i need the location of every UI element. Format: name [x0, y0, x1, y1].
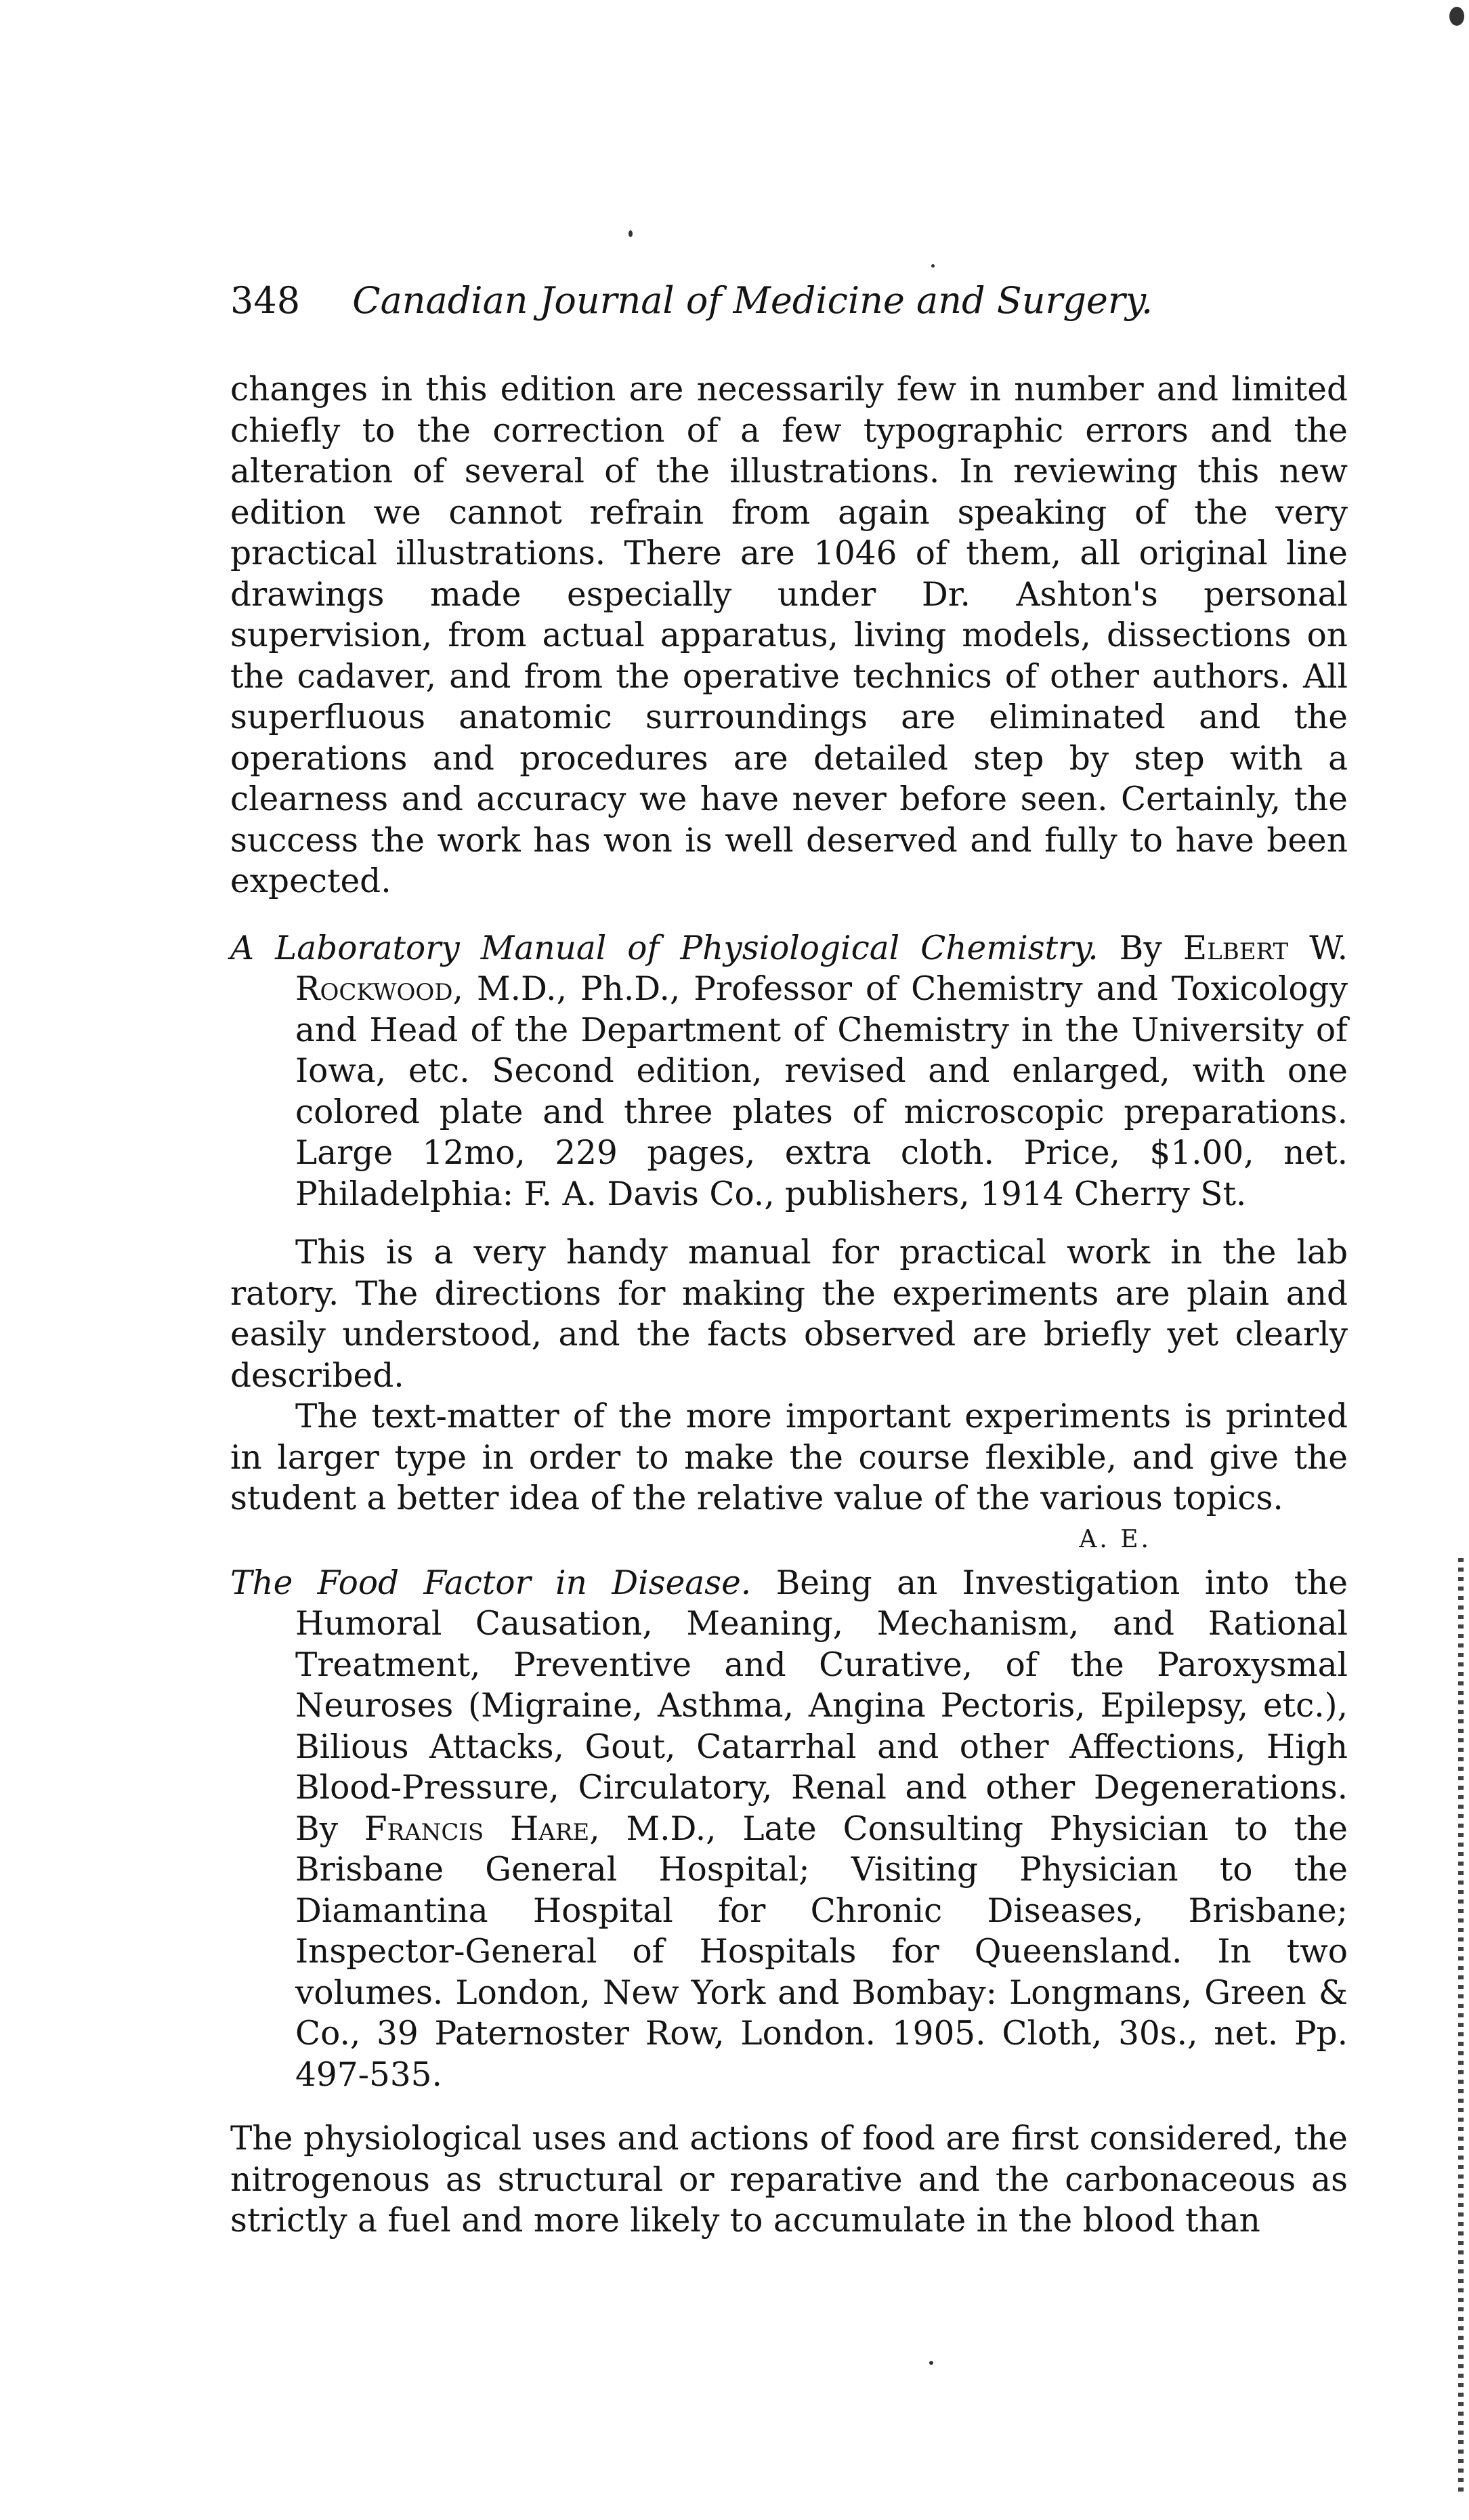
review-1-paragraph-1: This is a very handy manual for practical work in the lab ratory. The directions for making the experiments are plain and easily understood, and the facts observed are briefly yet clearly described. [230, 1234, 1348, 1395]
review-1-initials: A. E. [1079, 1525, 1151, 1553]
scan-speck [629, 230, 633, 237]
review-2-details-before-author: Being an Investigation into the Humoral Causation, Meaning, Mechanism, and Rational Treatment, Preventive and Curative, of the Paroxysmal Neuroses (Migraine, Asthma, Angina Pectoris, Epilepsy, etc.), Bilious Attacks, Gout, Catarrhal and other Affections, High Blood-Pressure, Circulatory, Renal and other Degenerations. By [295, 1563, 1348, 1848]
review-1-by: By [1119, 929, 1162, 967]
scan-speck [1449, 7, 1464, 26]
review-1-author: Elbert W. Rockwood, [295, 929, 1348, 1008]
document-page [230, 0, 1348, 2520]
scan-speck [929, 2361, 933, 2365]
scan-speck [931, 264, 935, 268]
page-number: 348 [230, 279, 301, 322]
review-2-book-title: The Food Factor in Disease. [230, 1563, 752, 1602]
review-2-author: Francis Hare, [364, 1809, 600, 1848]
review-1-details: M.D., Ph.D., Professor of Chemistry and Toxicology and Head of the Department of Chemistry in the University of Iowa, etc. Second edition, revised and enlarged, with one colored plate and three plates of microscopic preparations. Large 12mo, 229 pages, extra cloth. Price, $1.00, net. Philadelphia: F. A. Davis Co., publishers, 1914 Cherry St. [295, 970, 1348, 1213]
intro-paragraph: changes in this edition are necessarily few in number and limited chiefly to the correction of a few typographic errors and the alteration of several of the illustrations. In reviewing this new edition we cannot refrain from again speaking of the very practical illustrations. There are 1046 of them, all original line drawings made especially under Dr. Ashton's personal supervision, from actual apparatus, living models, dissections on the cadaver, and from the operative technics of other authors. All superfluous anatomic surroundings are eliminated and the operations and procedures are detailed step by step with a clearness and accuracy we have never before seen. Certainly, the success the work has won is well deserved and fully to have been expected. [230, 371, 1348, 900]
review-2-heading [230, 1563, 1348, 2096]
review-1-heading [230, 928, 1348, 1215]
review-2-paragraph: The physiological uses and actions of food are first considered, the nitrogenous as structural or reparative and the carbonaceous as strictly a fuel and more likely to accumulate in the blood than [230, 2120, 1348, 2240]
running-head [230, 279, 1178, 322]
body-text [230, 369, 1348, 2242]
review-1-book-title: A Laboratory Manual of Physiological Chemistry. [230, 929, 1099, 967]
review-1-paragraph-2: The text-matter of the more important experiments is printed in larger type in order to make the course flexible, and give the student a better idea of the relative value of the various topics. [230, 1398, 1348, 1517]
scan-edge-mark [1458, 1558, 1464, 2493]
journal-title: Canadian Journal of Medicine and Surgery. [352, 279, 1153, 322]
review-2-details-after-author: M.D., Late Consulting Physician to the Brisbane General Hospital; Visiting Physician to the Diamantina Hospital for Chronic Diseases, Brisbane; Inspector-General of Hospitals for Queensland. In two volumes. London, New York and Bombay: Longmans, Green & Co., 39 Paternoster Row, London. 1905. Cloth, 30s., net. Pp. 497-535. [295, 1809, 1348, 2094]
